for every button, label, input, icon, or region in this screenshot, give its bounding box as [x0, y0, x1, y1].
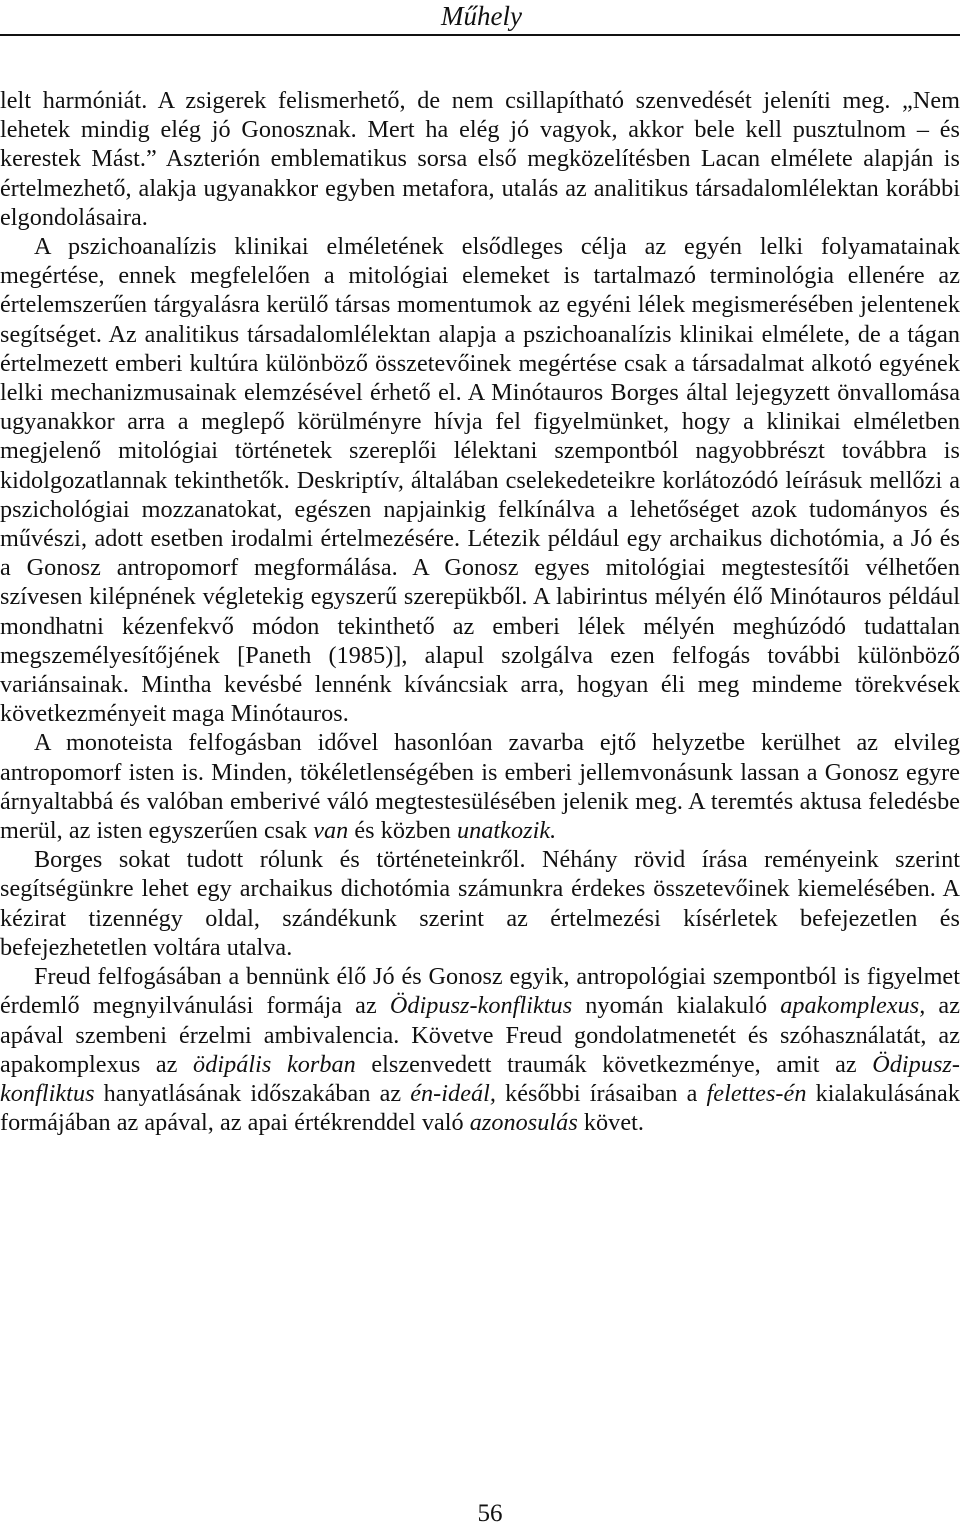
- italic-text: azonosulás: [469, 1109, 578, 1137]
- text-run: nyomán kialakuló: [572, 992, 781, 1020]
- text-run: későbbi írásaiban a: [496, 1079, 707, 1107]
- text-run: és közben: [348, 817, 457, 845]
- italic-text: Ödipusz-konfliktus: [0, 1050, 960, 1107]
- text-run: lelt harmóniát. A zsigerek felismerhető, de nem csillapítható szenvedését jeleníti meg. „Nem lehetek mindig elég jó Gonosznak. Mert ha elég jó vagyok, akkor bele kell pusztulnom – és kerestek Mást.” Aszterión emblematikus sorsa első megközelítésben Lacan elmélete alapján is értelmezhető, alakja ugyanakkor egyben metafora, utalás az analitikus társadalomlélektan korábbi elgondolásaira.: [0, 87, 960, 231]
- italic-text: felettes-én: [706, 1079, 807, 1107]
- page-number: 56: [477, 1500, 503, 1527]
- paragraph: [0, 728, 960, 845]
- text-run: A monoteista felfogásban idővel hasonlóan zavarba ejtő helyzetbe kerülhet az elvileg antropomorf isten is. Minden, tökéletlenségében is emberi jellemvonásunk lassan a Gonosz egyre árnyaltabbá és valóban emberivé váló megtestesülésében jelenik meg. A teremtés aktusa feledésbe merül, az isten egyszerűen csak: [0, 729, 960, 845]
- header-rule: [0, 34, 960, 36]
- italic-text: Ödipusz-konfliktus: [389, 992, 573, 1020]
- page-footer: [0, 1500, 960, 1528]
- body-text: [0, 86, 960, 1137]
- text-run: Freud felfogásában a bennünk élő Jó és Gonosz egyik, antropológiai szempontból is figyelmet érdemlő megnyilvánulási formája az: [0, 963, 960, 1020]
- text-run: A pszichoanalízis klinikai elméletének elsődleges célja az egyén lelki folyamatainak megértése, ennek megfelelően a mitológiai elemeket is tartalmazó terminológia ellenére az értelemszerűen tárgyalásra kerülő társas momentumok az egyéni lélek megismerésében jelentenek segítséget. Az analitikus társadalomlélektan alapja a pszichoanalízis klinikai elmélete, de a tágan értelmezett emberi kultúra különböző összetevőinek megértése csak a társadalmat alkotó egyének lelki mechanizmusainak elemzésével érhető el. A Minótauros Borges által lejegyzett önvallomása ugyanakkor arra a meglepő körülményre hívja fel figyelmünket, hogy a klinikai elméletben megjelenő mitológiai történetek szereplői lélektani szempontból nagyobbrészt továbbra is kidolgozatlannak tekinthetők. Deskriptív, általában cselekedeteikre korlátozódó leírásuk mellőzi a pszichológiai mozzanatokat, egészen napjainkig felkínálva a lehetőséget azok tudományos és művészi, adott esetben irodalmi értelmezésére. Létezik például egy archaikus dichotómia, a Jó és a Gonosz antropomorf megformálása. A Gonosz egyes mitológiai megtestesítői vélhetően szívesen kilépnének végletekig egyszerű szerepükből. A labirintus mélyén élő Minótauros például mondhatni kézenfekvő módon tekinthető az emberi lélek mélyén meghúzódó tudattalan megszemélyesítőjének [Paneth (1985)], alapul szolgálva ezen felfogás további különböző variánsainak. Mintha kevésbé lennénk kíváncsiak arra, hogyan éli meg mindeme törekvések következményeit maga Minótauros.: [0, 233, 960, 728]
- running-header: [0, 0, 960, 40]
- text-run: hanyatlásának időszakában az: [94, 1079, 411, 1107]
- text-run: elszenvedett traumák következménye, amit az: [355, 1050, 873, 1078]
- italic-text: én-ideál,: [410, 1079, 496, 1107]
- paragraph: [0, 845, 960, 962]
- paragraph: [0, 962, 960, 1137]
- italic-text: ödipális korban: [193, 1050, 356, 1078]
- text-run: Borges sokat tudott rólunk és történeteinkről. Néhány rövid írása reményeink szerint segítségünkre lehet egy archaikus dichotómia számunkra érdekes összetevőinek kiemelésében. A kézirat tizennégy oldal, szándékunk szerint az értelmezési kísérletek befejezetlen és befejezhetetlen voltára utalva.: [0, 846, 960, 961]
- text-run: kialakulásának formájában az apával, az apai értékrenddel való: [0, 1079, 960, 1137]
- text-run: az apával szembeni érzelmi ambivalencia. Követve Freud gondolatmenetét és szóhasználatát, az apakomplexus az: [0, 992, 960, 1078]
- italic-text: apakomplexus,: [780, 992, 926, 1020]
- italic-text: unatkozik.: [456, 817, 557, 845]
- paragraph: [0, 86, 960, 232]
- paragraph: [0, 232, 960, 728]
- text-run: követ.: [577, 1109, 644, 1137]
- italic-text: van: [313, 817, 349, 845]
- section-title: Műhely: [441, 1, 522, 31]
